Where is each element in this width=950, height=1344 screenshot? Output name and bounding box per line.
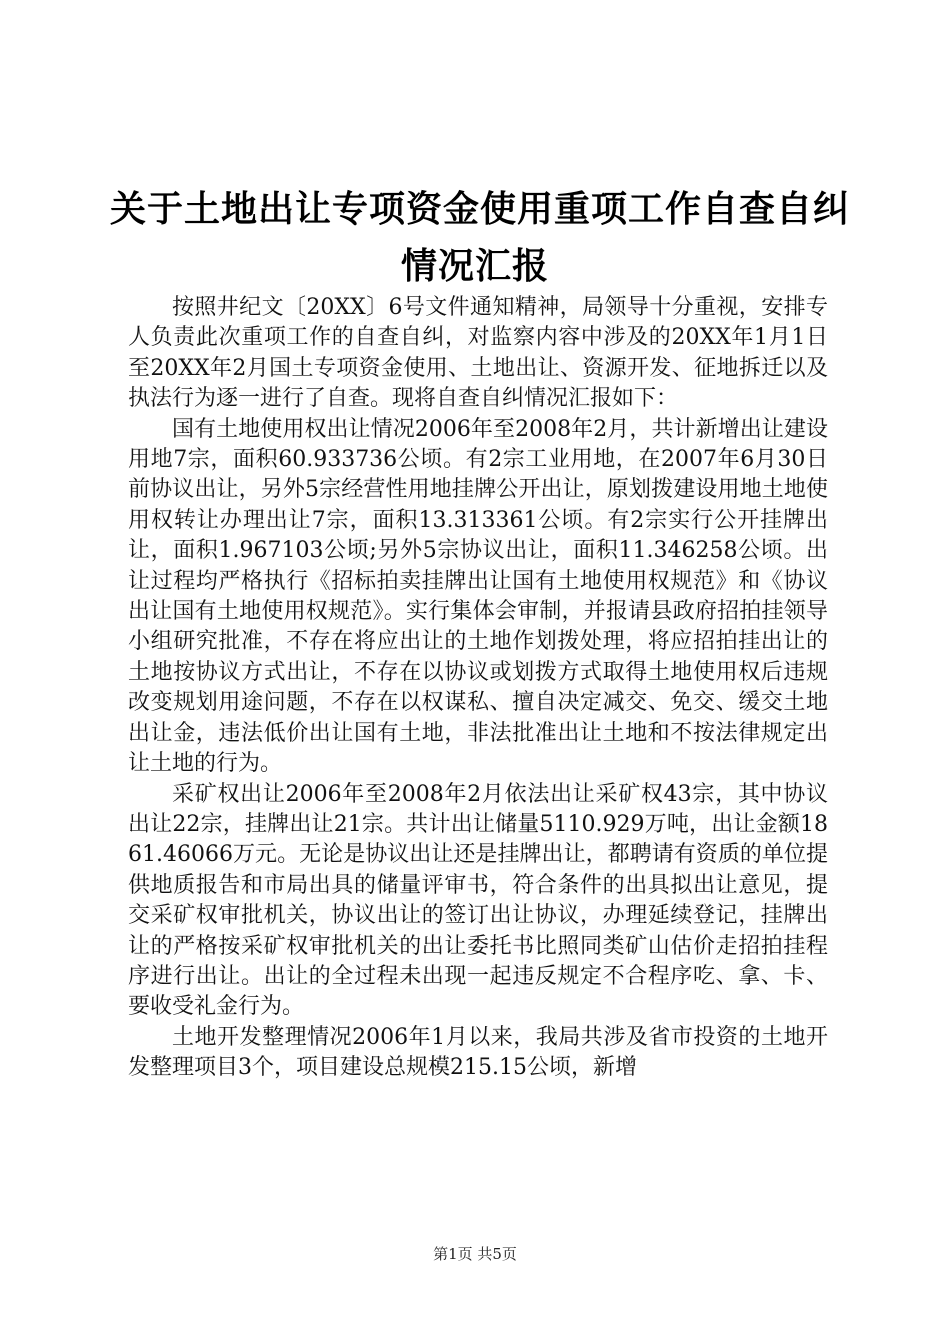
document-title-line-2: 情况汇报 xyxy=(400,246,549,287)
document-title-line-1: 关于土地出让专项资金使用重项工作自查自纠 xyxy=(110,189,851,230)
paragraph-land-use-rights: 国有土地使用权出让情况2006年至2008年2月，共计新增出让建设用地7宗，面积60.933736公顷。有2宗工业用地，在2007年6月30日前协议出让，另外5宗经营性用地挂牌公开出让，原划拨建设用地土地使用权转让办理出让7宗，面积13.313361公顷。有2宗实行公开挂牌出让，面积1.967103公顷;另外5宗协议出让，面积11.346258公顷。出让过程均严格执行《招标拍卖挂牌出让国有土地使用权规范》和《协议出让国有土地使用权规范》。实行集体会审制，并报请县政府招拍挂领导小组研究批准，不存在将应出让的土地作划拨处理，将应招拍挂出让的土地按协议方式出让，不存在以协议或划拨方式取得土地使用权后违规改变规划用途问题，不存在以权谋私、擅自决定减交、免交、缓交土地出让金，违法低价出让国有土地，非法批准出让土地和不按法律规定出让土地的行为。 xyxy=(128,416,828,777)
paragraph-mining-rights: 采矿权出让2006年至2008年2月依法出让采矿权43宗，其中协议出让22宗，挂牌出让21宗。共计出让储量5110.929万吨，出让金额1861.46066万元。无论是协议出让还是挂牌出让，都聘请有资质的单位提供地质报告和市局出具的储量评审书，符合条件的出具拟出让意见，提交采矿权审批机关，协议出让的签订出让协议，办理延续登记，挂牌出让的严格按采矿权审批机关的出让委托书比照同类矿山估价走招拍挂程序进行出让。出让的全过程未出现一起违反规定不合程序吃、拿、卡、要收受礼金行为。 xyxy=(128,781,828,1020)
page-footer: 第1页 共5页 xyxy=(433,1245,517,1263)
paragraph-land-development: 土地开发整理情况2006年1月以来，我局共涉及省市投资的土地开发整理项目3个，项目建设总规模215.15公顷，新增 xyxy=(128,1024,828,1081)
paragraph-intro: 按照井纪文〔20XX〕6号文件通知精神，局领导十分重视，安排专人负责此次重项工作的自查自纠，对监察内容中涉及的20XX年1月1日至20XX年2月国土专项资金使用、土地出让、资源开发、征地拆迁以及执法行为逐一进行了自查。现将自查自纠情况汇报如下： xyxy=(128,295,828,412)
document-body xyxy=(128,293,828,1084)
